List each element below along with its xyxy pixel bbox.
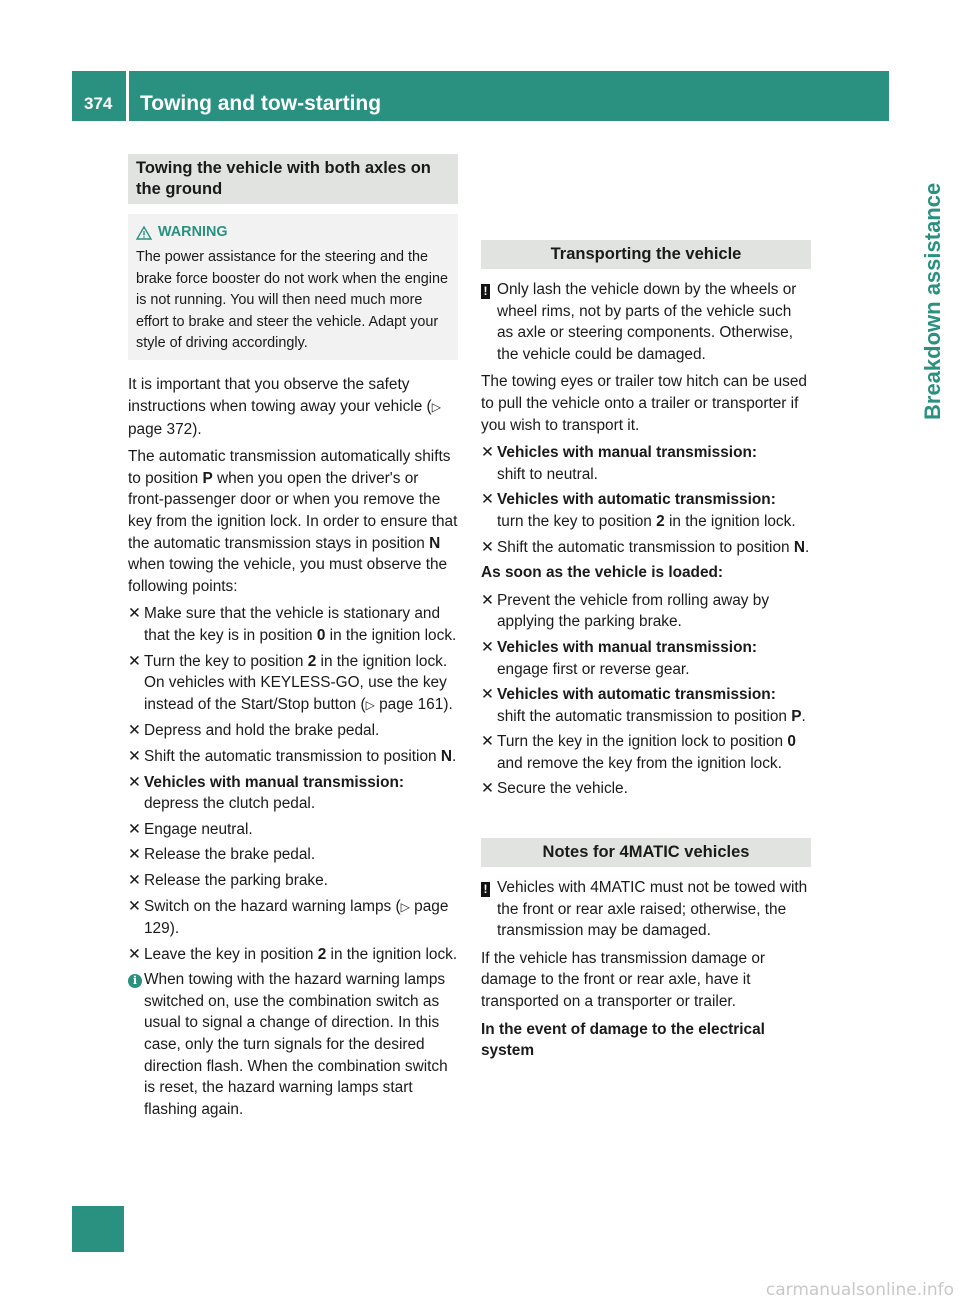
step-position: 0	[316, 626, 326, 644]
step-arrow-icon: ✕	[481, 638, 494, 656]
step-arrow-icon: ✕	[481, 491, 494, 509]
list-item	[128, 844, 458, 866]
warning-title-row	[136, 222, 452, 243]
step-position: N	[440, 747, 452, 765]
step-text: depress the clutch pedal.	[144, 795, 316, 813]
step-title: Vehicles with manual transmission:	[144, 773, 405, 791]
list-item	[128, 746, 458, 768]
section-title-transporting: Transporting the vehicle	[481, 240, 811, 269]
step-arrow-icon: ✕	[481, 686, 494, 704]
step-text: Make sure that the vehicle is stationary and that the key is in position	[144, 605, 440, 644]
list-item	[128, 819, 458, 841]
step-text: in the ignition lock.	[325, 626, 457, 644]
step-text: shift to neutral.	[497, 465, 598, 483]
section-title-4matic: Notes for 4MATIC vehicles	[481, 838, 811, 867]
step-text: Shift the automatic transmission to position	[497, 538, 794, 556]
page-ref-129[interactable]: page 129	[144, 897, 449, 938]
step-title: Vehicles with manual transmission:	[497, 444, 758, 462]
page-ref-372[interactable]: page 372	[128, 420, 193, 438]
list-item	[481, 637, 811, 680]
step-text: Secure the vehicle.	[497, 780, 628, 798]
step-title: Vehicles with automatic transmission:	[497, 686, 776, 704]
loaded-heading: As soon as the vehicle is loaded:	[481, 564, 724, 582]
step-subtext-a: On vehicles with KEYLESS-GO, use the key instead of the Start/Stop button (	[144, 674, 447, 713]
intro-paragraph-2	[128, 446, 458, 597]
page-ref-arrow-icon: ▷	[365, 697, 375, 712]
step-position: 2	[317, 945, 327, 963]
intro-2-text-c: when towing the vehicle, you must observe the following points:	[128, 556, 448, 595]
step-text: Shift the automatic transmission to position	[144, 747, 441, 765]
step-text: Depress and hold the brake pedal.	[144, 722, 380, 740]
page-ref-arrow-icon: ▷	[431, 400, 441, 415]
step-arrow-icon: ✕	[128, 722, 141, 740]
side-tab-block	[72, 1206, 124, 1252]
warning-title: WARNING	[158, 224, 228, 240]
step-arrow-icon: ✕	[128, 945, 141, 963]
transport-intro: The towing eyes or trailer tow hitch can be used to pull the vehicle onto a trailer or transporter if you wish to transport it.	[481, 373, 807, 434]
intro-1-end: ).	[192, 420, 202, 438]
intro-1-text: It is important that you observe the safety instructions when towing away your vehicle (	[128, 376, 432, 416]
step-text: Release the parking brake.	[144, 871, 328, 889]
step-text: Engage neutral.	[144, 820, 253, 838]
exclamation-icon: !	[481, 284, 490, 299]
warning-box	[128, 214, 458, 360]
intro-2-text-b: when you open the driver's or front-passenger door or when you remove the key from the ignition lock. In order to ensure that the automatic transmission stays in position	[128, 469, 458, 552]
header-divider	[126, 71, 129, 121]
step-position: 2	[307, 652, 317, 670]
step-text: Turn the key in the ignition lock to position	[497, 733, 788, 751]
step-text: Switch on the hazard warning lamps (	[144, 897, 401, 915]
step-position: N	[793, 538, 805, 556]
list-item	[481, 590, 811, 633]
step-position: 0	[787, 733, 796, 751]
watermark: carmanualsonline.info	[765, 1280, 954, 1300]
continued-spacer	[481, 154, 811, 240]
list-item	[128, 870, 458, 892]
step-arrow-icon: ✕	[128, 652, 141, 670]
list-item	[481, 731, 811, 774]
info-note-text: When towing with the hazard warning lamps switched on, use the combination switch as usual to signal a change of direction. In this case, only the turn signals for the desired direction flash. When the combination switch is reset, the hazard warning lamps start flashing again.	[144, 971, 448, 1118]
warning-triangle-icon	[136, 226, 152, 240]
position-p: P	[202, 469, 213, 487]
step-text: .	[801, 707, 806, 725]
list-item	[128, 603, 458, 646]
list-item	[481, 489, 811, 532]
step-text: in the ignition lock.	[316, 652, 448, 670]
step-text: .	[804, 538, 810, 556]
list-item	[481, 778, 811, 800]
position-n: N	[429, 534, 441, 552]
step-title: Vehicles with manual transmission:	[497, 638, 758, 656]
step-text: in the ignition lock.	[664, 512, 796, 530]
list-item	[128, 896, 458, 940]
step-text: in the ignition lock.	[326, 945, 458, 963]
list-item	[481, 537, 811, 559]
step-arrow-icon: ✕	[128, 897, 141, 915]
step-text: turn the key to position	[497, 512, 657, 530]
list-item	[128, 720, 458, 742]
page-title: Towing and tow-starting	[140, 92, 382, 115]
step-arrow-icon: ✕	[481, 780, 494, 798]
step-arrow-icon: ✕	[481, 733, 494, 751]
list-item	[481, 684, 811, 727]
list-item	[128, 651, 458, 717]
step-subtext	[144, 672, 458, 716]
step-arrow-icon: ✕	[128, 747, 141, 765]
notice-icon-wrap	[481, 877, 490, 899]
step-text: shift the automatic transmission to position	[497, 707, 792, 725]
matic-text: If the vehicle has transmission damage or damage to the front or rear axle, have it transported on a transporter or trailer.	[481, 949, 766, 1011]
transport-notice-text: Only lash the vehicle down by the wheels or wheel rims, not by parts of the vehicle such as axle or steering components. Otherwise, the vehicle could be damaged.	[497, 281, 797, 363]
page-number: 374	[84, 94, 113, 113]
step-arrow-icon: ✕	[128, 820, 141, 838]
matic-notice-text: Vehicles with 4MATIC must not be towed with the front or rear axle raised; otherwise, the transmission may be damaged.	[497, 879, 808, 940]
intro-2-text-a: The automatic transmission automatically shifts to position	[128, 448, 451, 487]
exclamation-icon: !	[481, 882, 490, 897]
step-arrow-icon: ✕	[128, 605, 141, 623]
notice-icon-wrap	[481, 279, 490, 301]
step-text: Release the brake pedal.	[144, 846, 316, 864]
info-note	[128, 969, 458, 1120]
step-text: and remove the key from the ignition lock.	[497, 754, 782, 772]
step-arrow-icon: ✕	[128, 871, 141, 889]
info-icon: i	[128, 974, 142, 988]
step-title: Vehicles with automatic transmission:	[497, 491, 776, 509]
list-item	[128, 772, 458, 815]
warning-text: The power assistance for the steering and the brake force booster do not work when the engine is not running. You will then need much more effort to brake and steer the vehicle. Adapt your style of driving accordingly.	[136, 249, 448, 352]
right-column	[481, 154, 811, 1068]
step-arrow-icon: ✕	[481, 444, 494, 462]
electrical-heading: In the event of damage to the electrical system	[481, 1020, 765, 1060]
page-ref-161[interactable]: page 161	[379, 695, 444, 713]
step-arrow-icon: ✕	[128, 773, 141, 791]
step-text: ).	[169, 920, 180, 938]
step-text: Prevent the vehicle from rolling away by applying the parking brake.	[497, 591, 770, 631]
step-subtext-b: ).	[443, 695, 453, 713]
step-text: Turn the key to position	[144, 652, 308, 670]
step-position: P	[791, 707, 802, 725]
section-spacer	[481, 804, 811, 838]
step-arrow-icon: ✕	[481, 591, 494, 609]
list-item	[128, 944, 458, 966]
step-arrow-icon: ✕	[128, 846, 141, 864]
step-position: 2	[656, 512, 665, 530]
transport-notice	[481, 279, 811, 365]
section-title-towing: Towing the vehicle with both axles on the ground	[128, 154, 458, 204]
matic-notice	[481, 877, 811, 942]
list-item	[481, 442, 811, 485]
side-tab-label: Breakdown assistance	[920, 182, 945, 420]
step-text: engage first or reverse gear.	[497, 660, 690, 678]
info-icon-wrap	[128, 969, 142, 991]
left-column	[128, 154, 458, 1126]
step-text: Leave the key in position	[144, 945, 318, 963]
step-arrow-icon: ✕	[481, 538, 494, 556]
step-text: .	[451, 747, 457, 765]
page-ref-arrow-icon: ▷	[400, 899, 410, 914]
intro-paragraph-1	[128, 374, 458, 440]
